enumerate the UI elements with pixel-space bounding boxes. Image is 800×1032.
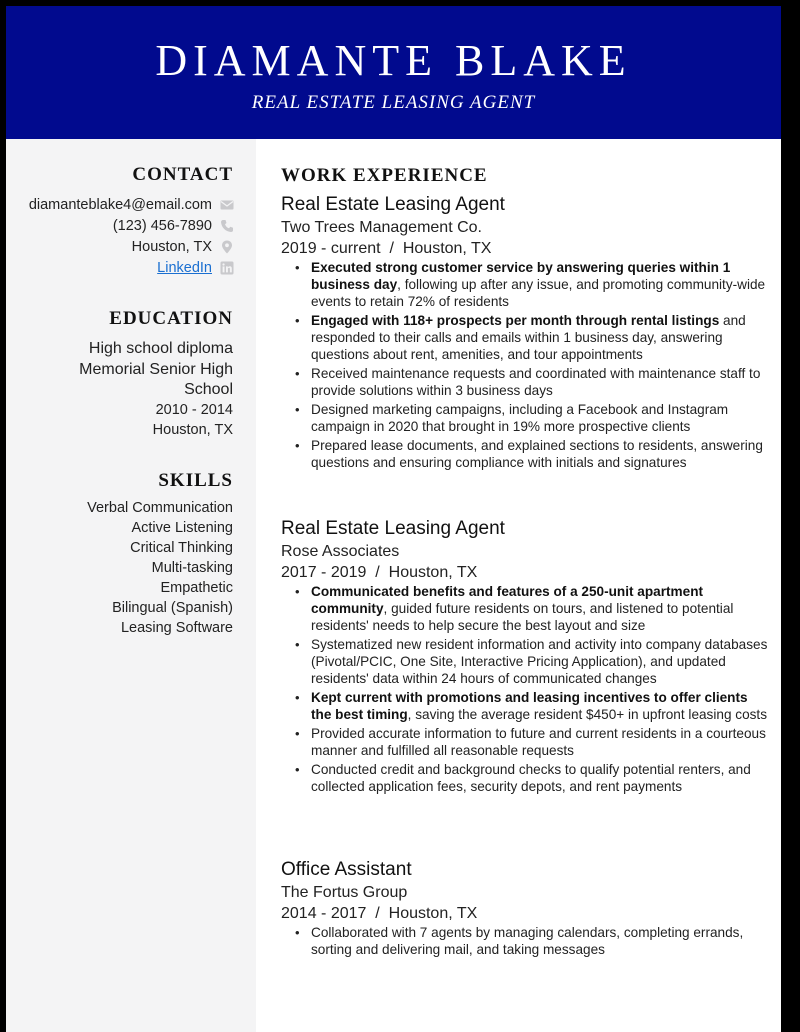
education-heading: EDUCATION bbox=[109, 308, 233, 329]
list-item: • Communicated benefits and features of a 250-unit apartment community, guided future residents on tours, and listened to potential residents' needs to help secure the best layout and size bbox=[311, 583, 771, 634]
skill-item: Leasing Software bbox=[120, 620, 233, 636]
contact-email: diamanteblake4@email.com bbox=[28, 197, 212, 213]
job-entry bbox=[281, 517, 771, 797]
candidate-name: DIAMANTE BLAKE bbox=[155, 36, 632, 85]
list-item: • Executed strong customer service by answering queries within 1 business day, following up after any issue, and promoting community-wide events to retain 72% of residents bbox=[311, 259, 771, 310]
contact-heading: CONTACT bbox=[132, 164, 233, 185]
education-dates: 2010 - 2014 bbox=[155, 402, 233, 418]
map-pin-icon bbox=[220, 240, 234, 254]
job-title: Real Estate Leasing Agent bbox=[281, 518, 505, 539]
candidate-title: REAL ESTATE LEASING AGENT bbox=[251, 92, 536, 113]
education-school: Memorial Senior High School bbox=[79, 361, 233, 398]
list-item: • Collaborated with 7 agents by managing calendars, completing errands, sorting and delivering mail, and taking messages bbox=[311, 924, 771, 958]
list-item: • Received maintenance requests and coordinated with maintenance staff to provide solutions within 3 business days bbox=[311, 365, 771, 399]
job-dates: 2019 - current / Houston, TX bbox=[281, 240, 492, 257]
skill-item: Verbal Communication bbox=[87, 500, 233, 516]
work-experience-heading: WORK EXPERIENCE bbox=[281, 165, 488, 186]
list-item: • Conducted credit and background checks to qualify potential renters, and collected application fees, security depots, and rent payments bbox=[311, 761, 771, 795]
main-content bbox=[256, 139, 781, 1032]
job-title: Office Assistant bbox=[281, 859, 412, 880]
resume-header bbox=[6, 6, 781, 139]
skill-item: Active Listening bbox=[131, 520, 233, 536]
job-company: The Fortus Group bbox=[281, 884, 408, 901]
education-degree: High school diploma bbox=[88, 340, 233, 357]
job-company: Rose Associates bbox=[281, 543, 400, 560]
list-item: • Systematized new resident information and activity into company databases (Pivotal/PCIC, One Site, Interactive Pricing Application), and updated residents' data within 24 hours of communicated changes bbox=[311, 636, 771, 687]
envelope-icon bbox=[220, 198, 234, 212]
contact-location: Houston, TX bbox=[131, 239, 212, 255]
job-company: Two Trees Management Co. bbox=[281, 219, 482, 236]
skill-item: Multi-tasking bbox=[151, 560, 233, 576]
job-entry bbox=[281, 858, 771, 960]
job-bullets bbox=[281, 259, 771, 471]
skills-heading: SKILLS bbox=[158, 470, 233, 491]
linkedin-icon bbox=[220, 261, 234, 275]
list-item: • Provided accurate information to future and current residents in a courteous manner and fulfilled all reasonable requests bbox=[311, 725, 771, 759]
job-dates: 2017 - 2019 / Houston, TX bbox=[281, 564, 478, 581]
job-entry bbox=[281, 193, 771, 473]
job-bullets bbox=[281, 924, 771, 958]
skill-item: Critical Thinking bbox=[130, 540, 233, 556]
list-item: • Designed marketing campaigns, including a Facebook and Instagram campaign in 2020 that brought in 19% more prospective clients bbox=[311, 401, 771, 435]
job-dates: 2014 - 2017 / Houston, TX bbox=[281, 905, 478, 922]
contact-phone: (123) 456-7890 bbox=[112, 218, 212, 234]
skill-item: Bilingual (Spanish) bbox=[112, 600, 233, 616]
phone-icon bbox=[220, 219, 234, 233]
skill-item: Empathetic bbox=[160, 580, 233, 596]
list-item: • Prepared lease documents, and explained sections to residents, answering questions and ensuring compliance with initials and signatures bbox=[311, 437, 771, 471]
job-bullets bbox=[281, 583, 771, 795]
job-title: Real Estate Leasing Agent bbox=[281, 194, 505, 215]
list-item: • Kept current with promotions and leasing incentives to offer clients the best timing, saving the average resident $450+ in upfront leasing costs bbox=[311, 689, 771, 723]
sidebar bbox=[6, 139, 256, 1032]
linkedin-link[interactable]: LinkedIn bbox=[157, 260, 212, 276]
list-item: • Engaged with 118+ prospects per month through rental listings and responded to their calls and emails within 1 business day, answering questions about rent, amenities, and tour appointments bbox=[311, 312, 771, 363]
education-location: Houston, TX bbox=[152, 422, 233, 438]
resume-page bbox=[6, 6, 781, 1032]
